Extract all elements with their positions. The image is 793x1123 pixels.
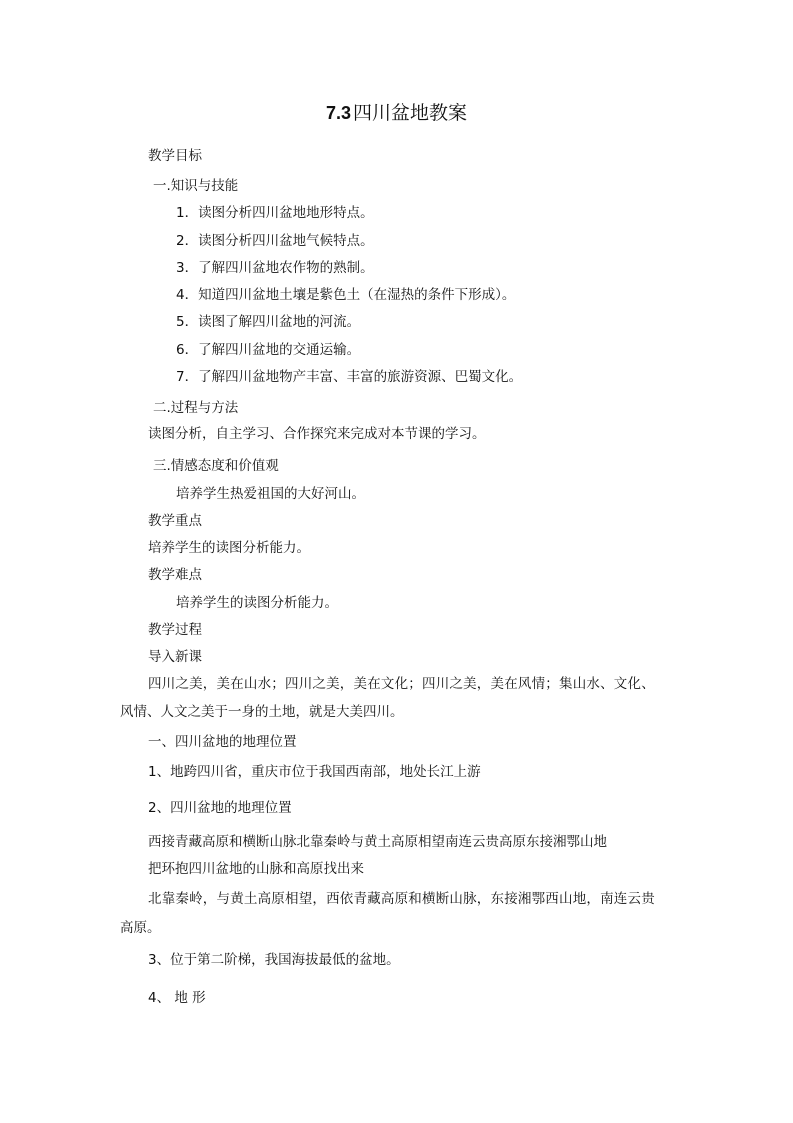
paragraph-process-methods: 读图分析，自主学习、合作探究来完成对本节课的学习。: [148, 426, 486, 442]
subheading-attitudes-values: 三.情感态度和价值观: [153, 458, 279, 474]
point-3-elevation: 3、位于第二阶梯，我国海拔最低的盆地。: [148, 952, 400, 968]
heading-introduction: 导入新课: [148, 649, 202, 665]
paragraph-intro-line-2: 风情、人文之美于一身的土地，就是大美四川。: [120, 704, 404, 720]
paragraph-surroundings-line-1: 北靠秦岭，与黄土高原相望，西依青藏高原和横断山脉，东接湘鄂西山地，南连云贵: [148, 891, 655, 907]
subheading-knowledge-skills: 一.知识与技能: [153, 178, 239, 194]
point-2-location: 2、四川盆地的地理位置: [148, 800, 292, 816]
objective-item-3: 3．了解四川盆地农作物的熟制。: [176, 260, 374, 276]
paragraph-difficult-points: 培养学生的读图分析能力。: [176, 595, 338, 611]
point-4-terrain: 4、 地 形: [148, 990, 206, 1006]
objective-item-2: 2．读图分析四川盆地气候特点。: [176, 233, 374, 249]
paragraph-boundaries: 西接青藏高原和横断山脉北靠秦岭与黄土高原相望南连云贵高原东接湘鄂山地: [148, 834, 607, 850]
point-1-location: 1、地跨四川省，重庆市位于我国西南部，地处长江上游: [148, 764, 481, 780]
paragraph-attitudes-values: 培养学生热爱祖国的大好河山。: [176, 486, 365, 502]
title-number: 7.3: [325, 103, 351, 123]
heading-teaching-process: 教学过程: [148, 622, 202, 638]
objective-item-4: 4．知道四川盆地土壤是紫色土（在湿热的条件下形成）。: [176, 287, 516, 303]
title-text: 四川盆地教案: [353, 102, 468, 124]
objective-item-6: 6．了解四川盆地的交通运输。: [176, 342, 361, 358]
paragraph-find-mountains: 把环抱四川盆地的山脉和高原找出来: [148, 861, 364, 877]
subheading-process-methods: 二.过程与方法: [153, 400, 239, 416]
heading-difficult-points: 教学难点: [148, 567, 202, 583]
page-title: [0, 100, 793, 126]
objective-item-1: 1．读图分析四川盆地地形特点。: [176, 205, 374, 221]
paragraph-surroundings-line-2: 高原。: [120, 920, 161, 936]
paragraph-intro-line-1: 四川之美，美在山水；四川之美，美在文化；四川之美，美在风情；集山水、文化、: [148, 676, 655, 692]
paragraph-key-points: 培养学生的读图分析能力。: [148, 540, 310, 556]
objective-item-7: 7．了解四川盆地物产丰富、丰富的旅游资源、巴蜀文化。: [176, 369, 523, 385]
objective-item-5: 5．读图了解四川盆地的河流。: [176, 314, 361, 330]
section-geographic-location: 一、四川盆地的地理位置: [148, 734, 297, 750]
heading-key-points: 教学重点: [148, 513, 202, 529]
heading-teaching-objectives: 教学目标: [148, 148, 202, 164]
